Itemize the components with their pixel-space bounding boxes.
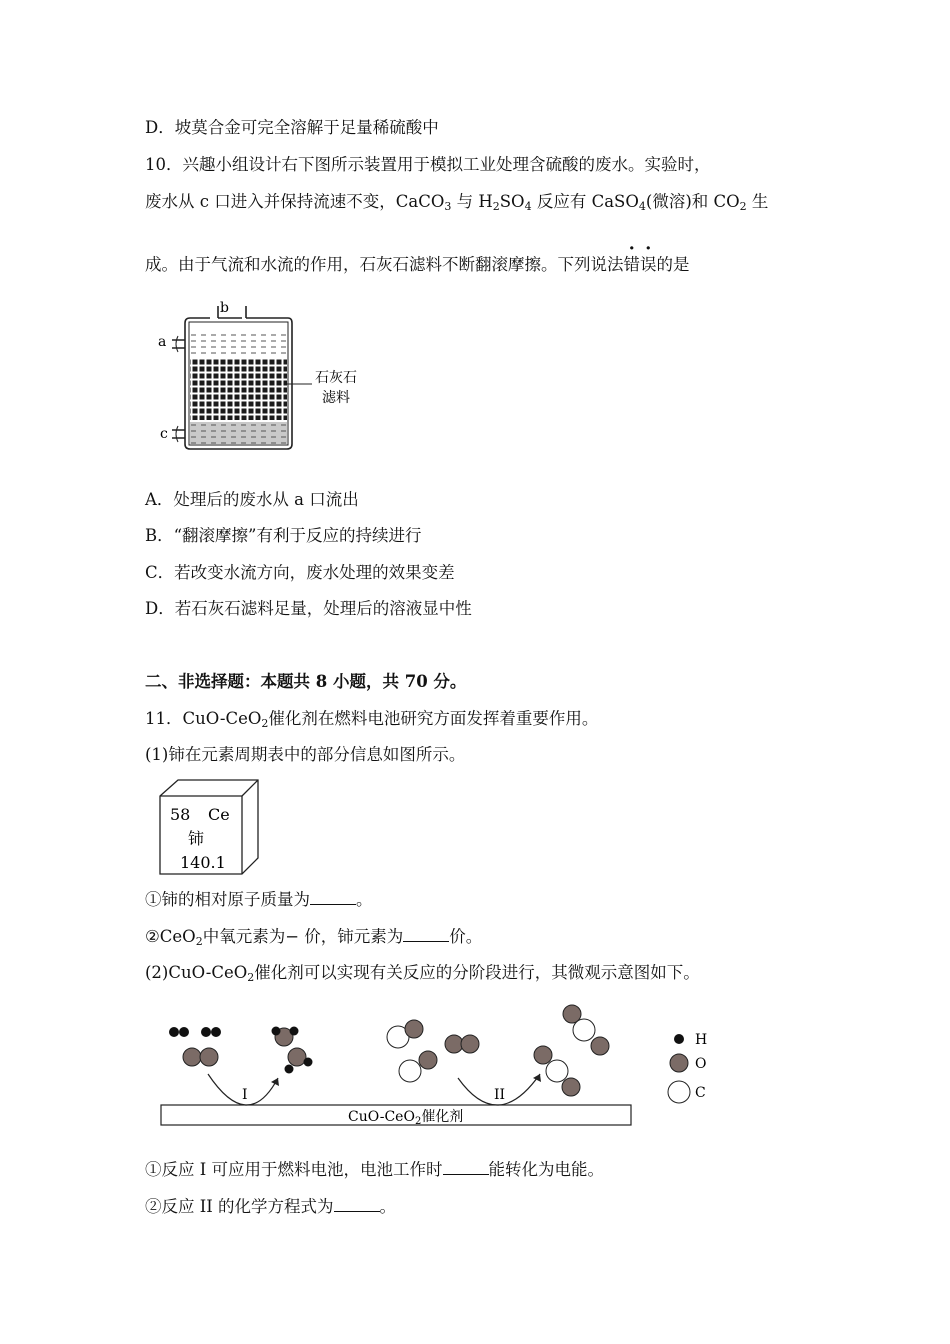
q10-option-c: C．若改变水流方向，废水处理的效果变差 bbox=[145, 563, 455, 582]
label-b: b bbox=[220, 300, 229, 316]
filter-label-line2: 滤料 bbox=[322, 390, 350, 406]
legend-carbon-dot bbox=[668, 1081, 690, 1103]
q10-apparatus-diagram bbox=[150, 296, 380, 456]
element-symbol: Ce bbox=[208, 805, 230, 824]
q10-stem-line1: 10．兴趣小组设计右下图所示装置用于模拟工业处理含硫酸的废水。实验时， bbox=[145, 155, 711, 174]
inlet-a bbox=[172, 340, 185, 348]
q10-stem-line2: 废水从 c 口进入并保持流速不变，CaCO$_3$ 与 $H_2SO_4$ 反应有 CaSO$_4$(微溶)和 $CO_2$ 生 bbox=[145, 192, 769, 213]
q10-option-d: D．若石灰石滤料足量，处理后的溶液显中性 bbox=[145, 599, 472, 618]
label-c: c bbox=[160, 426, 168, 442]
cerium-element-card bbox=[158, 778, 262, 878]
answer-blank[interactable] bbox=[443, 1160, 489, 1175]
q11-part2: (2)CuO-CeO$_2$催化剂可以实现有关反应的分阶段进行，其微观示意图如下。 bbox=[145, 963, 700, 984]
q11-2-sub2: ②反应 II 的化学方程式为 。 bbox=[145, 1197, 397, 1216]
legend-H: H bbox=[695, 1032, 708, 1048]
q11-2-sub1: ①反应 I 可应用于燃料电池，电池工作时 能转化为电能。 bbox=[145, 1160, 605, 1179]
label-a: a bbox=[158, 334, 167, 350]
step-I-label: I bbox=[242, 1087, 248, 1103]
inlet-c bbox=[172, 430, 185, 438]
q10-option-a: A．处理后的废水从 a 口流出 bbox=[145, 490, 359, 509]
reaction-micro-diagram bbox=[158, 994, 728, 1134]
atomic-number: 58 bbox=[170, 805, 191, 824]
atomic-mass: 140.1 bbox=[180, 853, 226, 872]
emphasis-dot-char: 错 bbox=[623, 255, 640, 274]
emphasis-dot-char: 误 bbox=[640, 255, 657, 274]
q9-option-d: D．坡莫合金可完全溶解于足量稀硫酸中 bbox=[145, 118, 439, 137]
section-heading: 二、非选择题：本题共 8 小题，共 70 分。 bbox=[145, 672, 467, 691]
filter-label-line1: 石灰石 bbox=[315, 370, 357, 386]
legend-hydrogen-dot bbox=[674, 1034, 684, 1044]
q10-option-b: B．“翻滚摩擦”有利于反应的持续进行 bbox=[145, 526, 422, 545]
answer-blank[interactable] bbox=[310, 890, 356, 905]
element-name: 铈 bbox=[188, 829, 205, 848]
answer-blank[interactable] bbox=[334, 1197, 380, 1212]
legend-oxygen-dot bbox=[670, 1054, 688, 1072]
q10-stem-line3: 成。由于气流和水流的作用，石灰石滤料不断翻滚摩擦。下列说法错误的是 bbox=[145, 255, 690, 274]
catalyst-label: CuO-CeO$_2$催化剂 bbox=[348, 1109, 464, 1127]
legend-C: C bbox=[695, 1085, 706, 1101]
step-II-label: II bbox=[494, 1087, 506, 1103]
q11-part1: (1)铈在元素周期表中的部分信息如图所示。 bbox=[145, 745, 466, 764]
q11-1-sub2: ②CeO$_2$中氧元素为− 价，铈元素为 价。 bbox=[145, 927, 483, 948]
q11-1-sub1: ①铈的相对原子质量为 。 bbox=[145, 890, 373, 909]
answer-blank[interactable] bbox=[403, 927, 449, 942]
legend-O: O bbox=[695, 1056, 707, 1072]
limestone-filter bbox=[190, 358, 287, 420]
q11-intro: 11．CuO-CeO$_2$催化剂在燃料电池研究方面发挥着重要作用。 bbox=[145, 709, 599, 730]
